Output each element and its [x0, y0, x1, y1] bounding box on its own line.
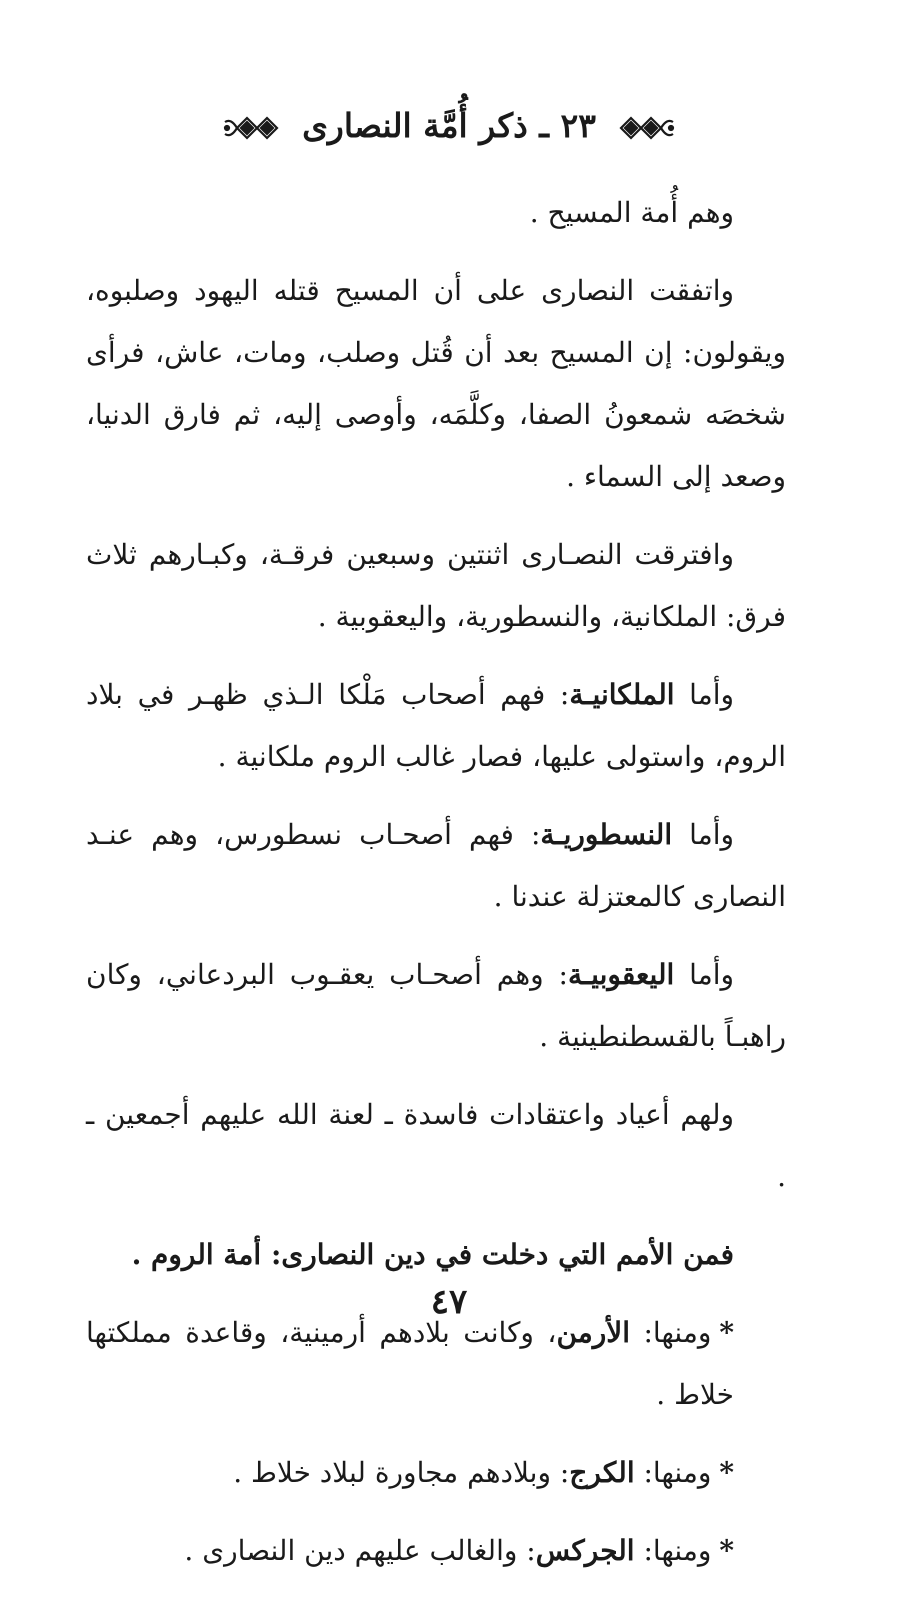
bullet-lead: ومنها:	[634, 1534, 712, 1567]
paragraph-lead: وأما	[674, 958, 734, 991]
bold-line: فمن الأمم التي دخلت في دين النصارى: أمة الروم .	[131, 1238, 734, 1271]
paragraph-text: : وهم أصحـاب يعقـوب البردعاني، وكان راهبـاً بالقسطنطينية .	[86, 958, 786, 1053]
paragraph	[86, 664, 786, 788]
paragraph-text: واتفقت النصارى على أن المسيح قتله اليهود وصلبوه، ويقولون: إن المسيح بعد أن قُتل وصلب، ومات، عاش، فرأى شخصَه شمعونُ الصفا، وكلَّمَه، وأوصى إليه، ثم فارق الدنيا، وصعد إلى السماء .	[86, 274, 786, 493]
bullet-text: : والغالب عليهم دين النصارى .	[184, 1534, 536, 1567]
chapter-title: ذكر أُمَّة النصارى	[302, 106, 528, 145]
paragraph-text: وافترقت النصـارى اثنتين وسبعين فرقـة، وكبـارهم ثلاث فرق: الملكانية، والنسطورية، واليعقوبية .	[86, 538, 786, 633]
paragraph-lead: وأما	[672, 818, 734, 851]
bullet-lead: ومنها:	[634, 1456, 712, 1489]
paragraph	[86, 182, 786, 244]
bullet-text: : وبلادهم مجاورة لبلاد خلاط .	[233, 1456, 570, 1489]
chapter-separator: ـ	[527, 106, 561, 145]
ornament-left-icon	[223, 108, 281, 148]
bullet-lead: ومنها:	[630, 1316, 712, 1349]
star-icon: *	[719, 1534, 734, 1567]
ornament-right-icon	[617, 108, 675, 148]
chapter-number: ٢٣	[560, 106, 596, 145]
body-text	[86, 182, 786, 1598]
paragraph-lead: وأما	[674, 678, 735, 711]
bullet-item	[86, 1442, 786, 1504]
sect-name-malkaniya: الملكانيـة	[569, 678, 675, 711]
sect-name-yaqubiya: اليعقوبيـة	[567, 958, 675, 991]
chapter-heading	[0, 98, 898, 154]
paragraph-text: ولهم أعياد واعتقادات فاسدة ـ لعنة الله عليهم أجمعين ـ .	[86, 1098, 786, 1193]
page-number: ٤٧	[430, 1282, 468, 1322]
star-icon: *	[719, 1316, 734, 1349]
paragraph-text: : فهم أصحاب مَلْكا الـذي ظهـر في بلاد الروم، واستولى عليها، فصار غالب الروم ملكانية .	[86, 678, 786, 773]
nation-name-armen: الأرمن	[556, 1316, 631, 1349]
bullet-text: ، وكانت بلادهم أرمينية، وقاعدة مملكتها خلاط .	[86, 1316, 734, 1411]
paragraph	[86, 1084, 786, 1208]
bullet-item	[86, 1520, 786, 1582]
nation-name-jarkas: الجركس	[535, 1534, 635, 1567]
nation-name-kurj: الكرج	[569, 1456, 635, 1489]
paragraph-text: : فهم أصحـاب نسطورس، وهم عنـد النصارى كالمعتزلة عندنا .	[86, 818, 786, 913]
paragraph	[86, 804, 786, 928]
paragraph	[86, 260, 786, 508]
sect-name-nestoriya: النسطوريـة	[540, 818, 673, 851]
star-icon: *	[719, 1456, 734, 1489]
paragraph	[86, 944, 786, 1068]
paragraph	[86, 524, 786, 648]
paragraph-text: وهم أُمة المسيح .	[529, 196, 734, 229]
